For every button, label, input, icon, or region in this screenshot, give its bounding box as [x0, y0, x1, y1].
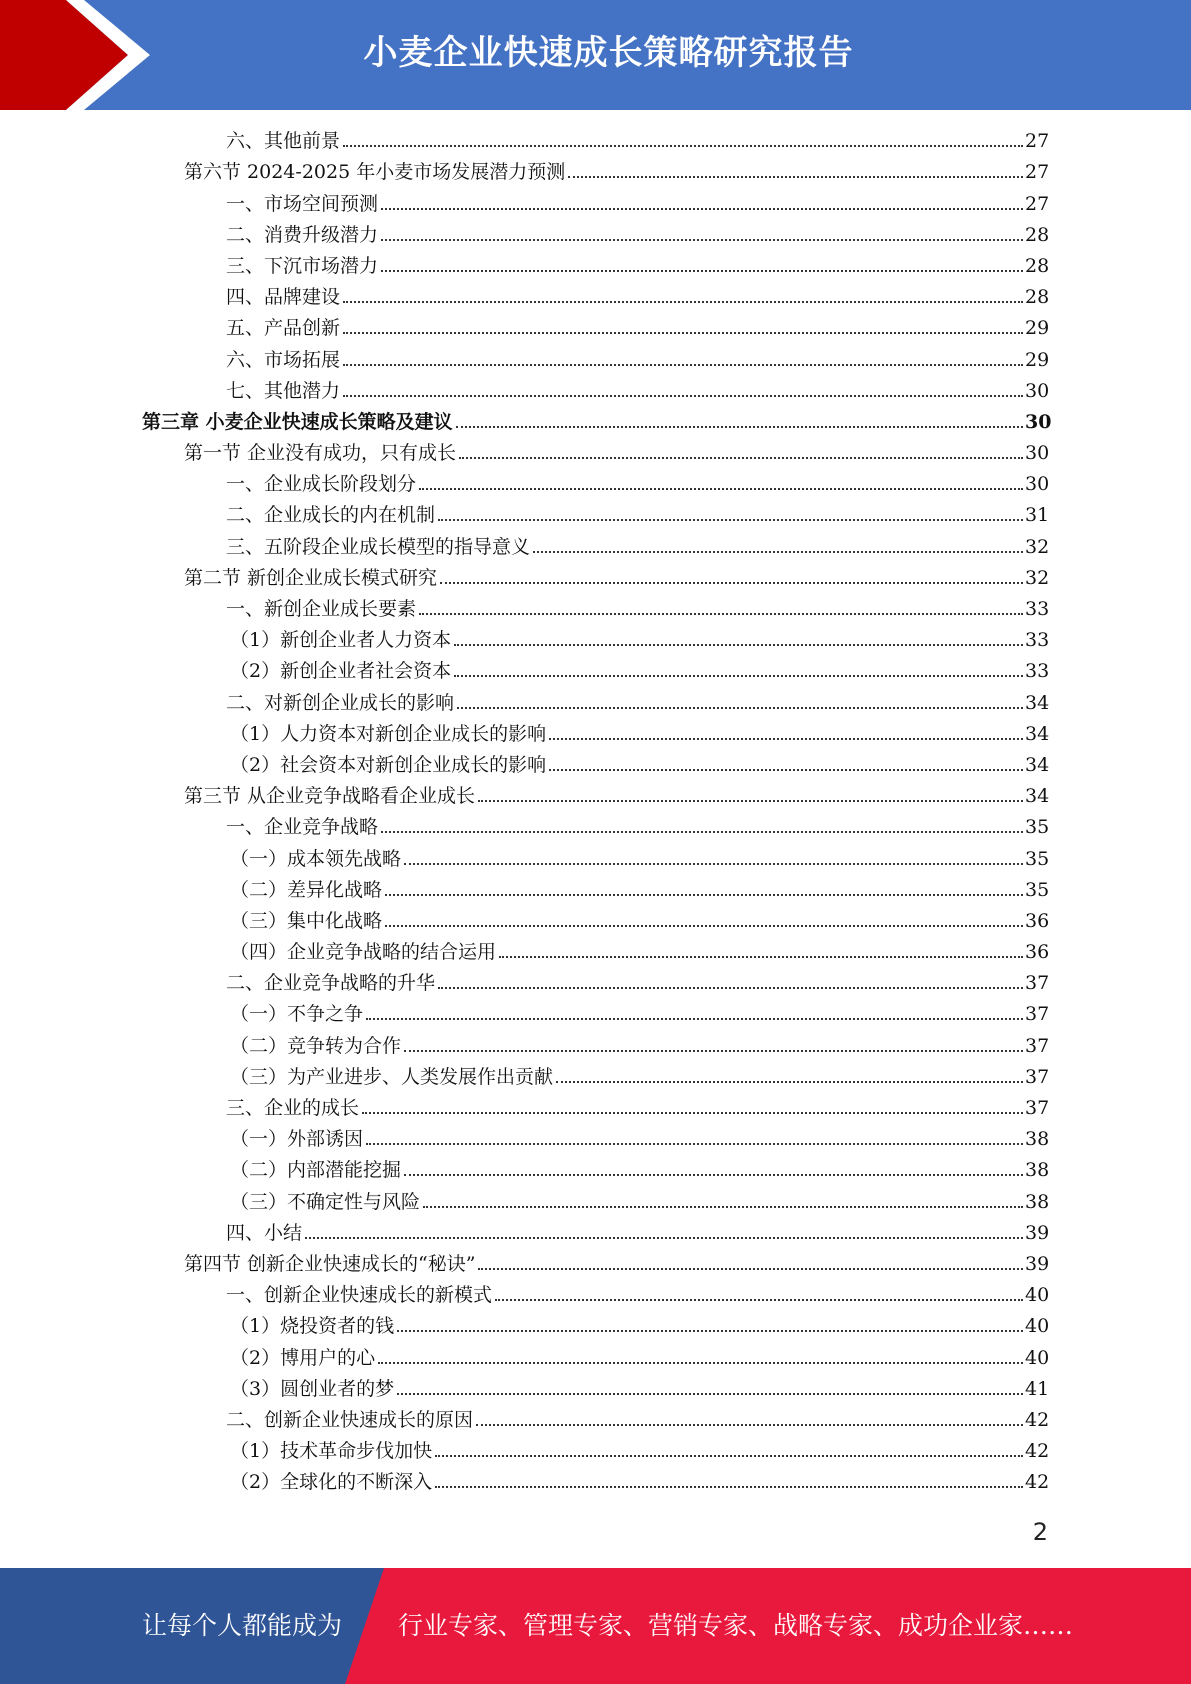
toc-entry[interactable] — [0, 782, 1191, 813]
toc-entry[interactable] — [0, 1094, 1191, 1125]
toc-entry-page: 28 — [1025, 223, 1050, 246]
toc-entry[interactable] — [0, 1187, 1191, 1218]
toc-leader-dots — [404, 1049, 1023, 1052]
toc-entry[interactable] — [0, 501, 1191, 532]
toc-leader-dots — [366, 1017, 1023, 1020]
footer-slogan-left: 让每个人都能成为 — [142, 1611, 343, 1640]
toc-entry-title: 六、其他前景 — [226, 130, 341, 153]
footer-slogan-right: 行业专家、管理专家、营销专家、战略专家、成功企业家…… — [398, 1611, 1074, 1640]
toc-entry-title: 一、新创企业成长要素 — [226, 598, 417, 620]
toc-entry-title: （2）全球化的不断深入 — [230, 1471, 433, 1494]
toc-entry-page: 34 — [1025, 753, 1050, 776]
toc-leader-dots — [419, 487, 1023, 490]
toc-entry[interactable] — [0, 907, 1191, 938]
toc-entry-page: 38 — [1025, 1190, 1050, 1213]
toc-leader-dots — [440, 581, 1023, 584]
toc-entry-title: （四）企业竞争战略的结合运用 — [230, 941, 497, 964]
toc-entry[interactable] — [0, 813, 1191, 844]
toc-leader-dots — [378, 1361, 1023, 1364]
toc-entry-page: 27 — [1025, 130, 1050, 153]
toc-leader-dots — [556, 1080, 1023, 1083]
toc-entry[interactable] — [0, 532, 1191, 563]
toc-entry[interactable] — [0, 1031, 1191, 1062]
toc-entry-title: （一）成本领先战略 — [230, 847, 402, 870]
toc-entry-title: 三、下沉市场潜力 — [226, 254, 379, 277]
toc-entry-title: 四、小结 — [226, 1221, 303, 1244]
toc-leader-dots — [404, 862, 1023, 865]
toc-leader-dots — [385, 893, 1023, 896]
toc-entry-title: （2）新创企业者社会资本 — [230, 660, 452, 683]
toc-entry-title: （一）不争之争 — [230, 1003, 364, 1026]
toc-leader-dots — [419, 612, 1023, 615]
toc-entry-page: 37 — [1025, 972, 1050, 995]
toc-leader-dots — [343, 144, 1023, 147]
toc-entry[interactable] — [0, 564, 1191, 595]
toc-leader-dots — [366, 1142, 1023, 1145]
toc-entry-page: 39 — [1025, 1221, 1050, 1244]
toc-entry[interactable] — [0, 314, 1191, 345]
toc-entry-page: 29 — [1025, 317, 1050, 340]
header-title: 小麦企业快速成长策略研究报告 — [363, 33, 854, 73]
toc-entry-page: 40 — [1025, 1284, 1050, 1307]
toc-leader-dots — [381, 830, 1023, 833]
toc-entry-page: 42 — [1025, 1471, 1050, 1494]
page-header — [0, 0, 1191, 110]
toc-entry[interactable] — [0, 470, 1191, 501]
toc-entry-title: 三、五阶段企业成长模型的指导意义 — [226, 535, 531, 558]
toc-leader-dots — [435, 1485, 1023, 1488]
toc-leader-dots — [385, 924, 1023, 927]
toc-leader-dots — [549, 737, 1023, 740]
toc-leader-dots — [476, 1423, 1023, 1426]
toc-entry-title: （1）新创企业者人力资本 — [230, 629, 452, 652]
toc-entry[interactable] — [0, 626, 1191, 657]
toc-entry-page: 35 — [1025, 878, 1050, 901]
toc-entry[interactable] — [0, 1219, 1191, 1250]
toc-entry-title: （1）烧投资者的钱 — [230, 1315, 395, 1338]
toc-leader-dots — [404, 1173, 1023, 1176]
toc-entry-title: （1）人力资本对新创企业成长的影响 — [230, 722, 547, 745]
toc-entry-title: 一、企业竞争战略 — [226, 816, 379, 839]
toc-entry-page: 33 — [1025, 660, 1050, 683]
toc-entry-title: （1）技术革命步伐加快 — [230, 1440, 433, 1463]
page-number: 2 — [1032, 1518, 1048, 1546]
toc-entry-page: 39 — [1025, 1252, 1050, 1275]
toc-entry[interactable] — [0, 189, 1191, 220]
toc-entry-title: 一、创新企业快速成长的新模式 — [226, 1284, 493, 1307]
page-footer — [0, 1568, 1191, 1684]
toc-leader-dots — [381, 207, 1023, 210]
toc-entry[interactable] — [0, 158, 1191, 189]
toc-entry-title: 第一节 企业没有成功，只有成长 — [184, 442, 457, 465]
toc-entry-page: 37 — [1025, 1065, 1050, 1088]
toc-entry-page: 27 — [1025, 192, 1050, 215]
toc-entry-page: 29 — [1025, 348, 1050, 371]
toc-entry-page: 30 — [1025, 442, 1050, 465]
toc-leader-dots — [478, 799, 1023, 802]
toc-entry-title: （二）内部潜能挖掘 — [230, 1159, 402, 1182]
toc-entry-page: 38 — [1025, 1128, 1050, 1151]
toc-leader-dots — [495, 1298, 1023, 1301]
toc-entry-title: 第三节 从企业竞争战略看企业成长 — [184, 785, 476, 808]
toc-entry[interactable] — [0, 595, 1191, 626]
toc-entry-page: 32 — [1025, 566, 1050, 589]
toc-leader-dots — [362, 1111, 1023, 1114]
toc-leader-dots — [438, 518, 1023, 521]
toc-entry-title: （3）圆创业者的梦 — [230, 1377, 395, 1400]
toc-entry-page: 34 — [1025, 785, 1050, 808]
toc-entry-page: 41 — [1025, 1377, 1050, 1400]
toc-leader-dots — [456, 425, 1023, 428]
toc-entry[interactable] — [0, 1375, 1191, 1406]
toc-entry-page: 36 — [1025, 941, 1050, 964]
toc-entry-title: 一、市场空间预测 — [226, 192, 379, 215]
toc-entry-title: 三、企业的成长 — [226, 1097, 360, 1119]
toc-entry[interactable] — [0, 938, 1191, 969]
toc-entry-page: 36 — [1025, 909, 1050, 932]
toc-entry[interactable] — [0, 1406, 1191, 1437]
toc-entry-page: 35 — [1025, 816, 1050, 839]
toc-entry-title: 二、企业竞争战略的升华 — [226, 972, 436, 995]
toc-entry-page: 31 — [1025, 504, 1050, 527]
toc-entry-page: 38 — [1025, 1159, 1050, 1182]
table-of-contents — [0, 127, 1191, 1499]
toc-entry-title: （三）集中化战略 — [230, 909, 383, 932]
toc-entry-title: 二、对新创企业成长的影响 — [226, 691, 455, 714]
toc-entry-page: 35 — [1025, 847, 1050, 870]
toc-leader-dots — [397, 1392, 1023, 1395]
toc-entry-page: 33 — [1025, 629, 1050, 652]
toc-entry-page: 37 — [1025, 1097, 1050, 1119]
toc-entry[interactable] — [0, 657, 1191, 688]
toc-entry[interactable] — [0, 688, 1191, 719]
toc-entry-title: （一）外部诱因 — [230, 1128, 364, 1151]
toc-entry[interactable] — [0, 1312, 1191, 1343]
toc-entry-page: 34 — [1025, 722, 1050, 745]
toc-entry-page: 42 — [1025, 1408, 1050, 1431]
toc-entry[interactable] — [0, 1437, 1191, 1468]
toc-entry-title: 第三章 小麦企业快速成长策略及建议 — [142, 410, 453, 433]
toc-entry-page: 33 — [1025, 598, 1050, 620]
toc-entry-page: 28 — [1025, 286, 1050, 309]
toc-leader-dots — [499, 955, 1023, 958]
toc-entry-page: 40 — [1025, 1346, 1050, 1369]
toc-entry[interactable] — [0, 1156, 1191, 1187]
toc-leader-dots — [423, 1205, 1023, 1208]
toc-entry-page: 37 — [1025, 1034, 1050, 1057]
toc-leader-dots — [343, 331, 1023, 334]
toc-entry-page: 34 — [1025, 691, 1050, 714]
toc-leader-dots — [397, 1329, 1023, 1332]
toc-leader-dots — [343, 363, 1023, 366]
toc-leader-dots — [457, 706, 1023, 709]
toc-entry-title: 第二节 新创企业成长模式研究 — [184, 566, 438, 589]
toc-leader-dots — [568, 175, 1023, 178]
toc-entry[interactable] — [0, 127, 1191, 158]
toc-entry-title: 六、市场拓展 — [226, 348, 341, 371]
toc-leader-dots — [438, 986, 1023, 989]
toc-entry[interactable] — [0, 1250, 1191, 1281]
toc-entry-title: 一、企业成长阶段划分 — [226, 473, 417, 496]
toc-entry[interactable] — [0, 1281, 1191, 1312]
toc-leader-dots — [343, 394, 1023, 397]
toc-entry-title: 五、产品创新 — [226, 317, 341, 340]
toc-entry[interactable] — [0, 252, 1191, 283]
toc-entry[interactable] — [0, 345, 1191, 376]
toc-entry-title: （三）不确定性与风险 — [230, 1190, 421, 1213]
toc-entry-title: 二、企业成长的内在机制 — [226, 504, 436, 527]
toc-entry[interactable] — [0, 1063, 1191, 1094]
toc-leader-dots — [459, 456, 1023, 459]
toc-entry-title: 第四节 创新企业快速成长的“秘诀” — [184, 1252, 476, 1275]
toc-entry-page: 37 — [1025, 1003, 1050, 1026]
toc-entry[interactable] — [0, 283, 1191, 314]
toc-entry[interactable] — [0, 1468, 1191, 1499]
toc-entry-title: （2）社会资本对新创企业成长的影响 — [230, 753, 547, 776]
toc-leader-dots — [381, 269, 1023, 272]
toc-leader-dots — [343, 300, 1023, 303]
toc-entry-page: 30 — [1025, 410, 1052, 433]
toc-entry[interactable] — [0, 439, 1191, 470]
toc-entry-title: 七、其他潜力 — [226, 379, 341, 402]
toc-leader-dots — [381, 238, 1023, 241]
toc-entry-title: 四、品牌建设 — [226, 286, 341, 309]
toc-entry-title: （三）为产业进步、人类发展作出贡献 — [230, 1065, 554, 1088]
toc-leader-dots — [454, 674, 1023, 677]
toc-entry[interactable] — [0, 1343, 1191, 1374]
toc-entry-page: 30 — [1025, 379, 1050, 402]
toc-entry-title: （二）差异化战略 — [230, 878, 383, 901]
toc-entry[interactable] — [0, 751, 1191, 782]
toc-entry[interactable] — [0, 1000, 1191, 1031]
toc-entry[interactable] — [0, 969, 1191, 1000]
toc-entry[interactable] — [0, 377, 1191, 408]
toc-entry-title: 二、创新企业快速成长的原因 — [226, 1408, 474, 1431]
toc-entry[interactable] — [0, 221, 1191, 252]
toc-entry[interactable] — [0, 844, 1191, 875]
toc-entry-page: 40 — [1025, 1315, 1050, 1338]
toc-entry[interactable] — [0, 1125, 1191, 1156]
toc-entry-title: 二、消费升级潜力 — [226, 223, 379, 246]
toc-leader-dots — [305, 1236, 1023, 1239]
toc-leader-dots — [435, 1454, 1023, 1457]
toc-entry-title: （2）博用户的心 — [230, 1346, 376, 1369]
toc-entry-title: 第六节 2024-2025 年小麦市场发展潜力预测 — [184, 161, 566, 184]
toc-entry[interactable] — [0, 720, 1191, 751]
toc-entry-page: 27 — [1025, 161, 1050, 184]
toc-entry[interactable] — [0, 876, 1191, 907]
toc-entry-page: 30 — [1025, 473, 1050, 496]
toc-entry-page: 28 — [1025, 254, 1050, 277]
toc-entry-page: 32 — [1025, 535, 1050, 558]
toc-entry-title: （二）竞争转为合作 — [230, 1034, 402, 1057]
toc-leader-dots — [454, 643, 1023, 646]
toc-leader-dots — [533, 550, 1023, 553]
toc-leader-dots — [549, 768, 1023, 771]
toc-leader-dots — [478, 1267, 1023, 1270]
toc-entry[interactable] — [0, 408, 1191, 439]
toc-entry-page: 42 — [1025, 1440, 1050, 1463]
